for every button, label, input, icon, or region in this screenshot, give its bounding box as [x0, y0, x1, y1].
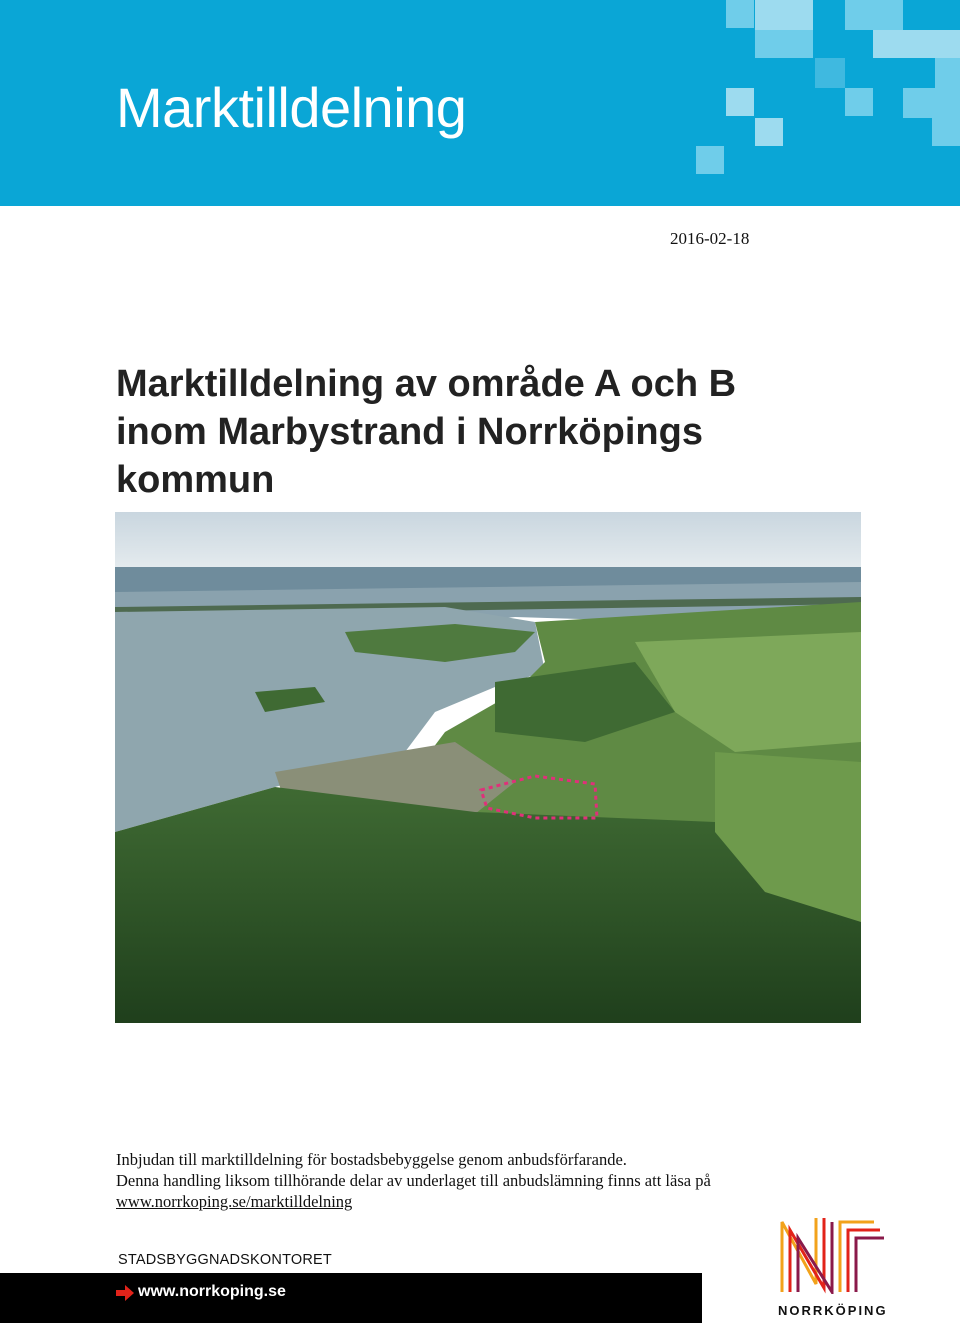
decor-square: [903, 88, 960, 118]
decor-square: [755, 30, 813, 58]
footer-bar: [0, 1273, 702, 1323]
document-title: Marktilldelning av område A och B inom Marbystrand i Norrköpings kommun: [116, 363, 737, 501]
intro-text: [116, 1149, 836, 1212]
department-name: STADSBYGGNADSKONTORET: [118, 1252, 332, 1268]
intro-line-2-text: Denna handling liksom tillhörande delar av underlaget till anbudslämning finns att läsa på: [116, 1171, 711, 1190]
marktilldelning-link[interactable]: www.norrkoping.se/marktilldelning: [116, 1192, 353, 1211]
intro-line-1: Inbjudan till marktilldelning för bostadsbebyggelse genom anbudsförfarande.: [116, 1150, 627, 1169]
footer-url[interactable]: www.norrkoping.se: [138, 1283, 286, 1300]
document-date: 2016-02-18: [670, 229, 750, 248]
aerial-photo: [115, 512, 861, 1023]
header-title: Marktilldelning: [116, 76, 467, 139]
decor-square: [696, 146, 724, 174]
norrkoping-logo-text: NORRKÖPING: [778, 1303, 888, 1318]
decor-square: [726, 0, 754, 28]
norrkoping-logo-icon: [776, 1214, 888, 1294]
decor-square: [935, 58, 960, 88]
decor-square: [755, 118, 783, 146]
decor-square: [755, 0, 813, 30]
header-banner: [0, 0, 960, 206]
decor-square: [845, 0, 903, 30]
decor-square: [815, 58, 845, 88]
decor-square: [932, 118, 960, 146]
decor-square: [726, 88, 754, 116]
decor-square: [845, 88, 873, 116]
arrow-right-icon: [116, 1285, 134, 1301]
aerial-photo-icon: [115, 512, 861, 1023]
intro-line-2: [116, 1170, 836, 1212]
decor-square: [873, 30, 960, 58]
